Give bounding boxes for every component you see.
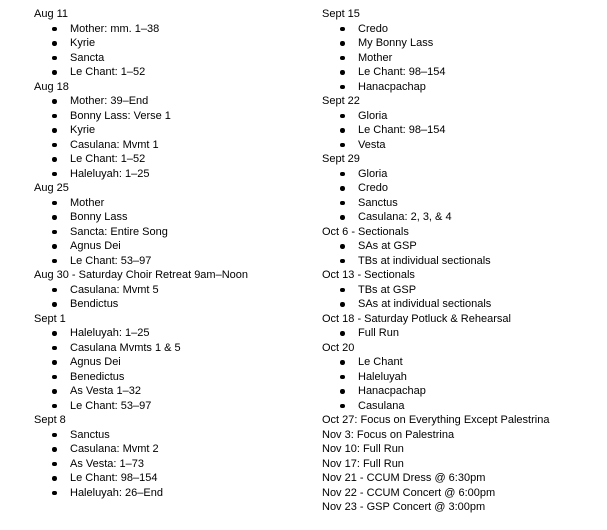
rehearsal-item: Casulana: Mvmt 1 (34, 138, 304, 153)
schedule-entry (322, 94, 602, 152)
rehearsal-item: Kyrie (34, 36, 304, 51)
schedule-entry (322, 152, 602, 225)
rehearsal-item-list (322, 109, 602, 153)
date-heading: Aug 25 (34, 182, 69, 194)
date-heading: Nov 17: Full Run (322, 457, 404, 470)
schedule-entry (322, 500, 602, 515)
date-heading: Oct 6 - Sectionals (322, 225, 409, 238)
rehearsal-item: Kyrie (34, 123, 304, 138)
rehearsal-item: Casulana Mvmts 1 & 5 (34, 341, 304, 356)
rehearsal-item: Le Chant: 1–52 (34, 152, 304, 167)
rehearsal-item: Sancta: Entire Song (34, 225, 304, 240)
rehearsal-item: Credo (322, 22, 602, 37)
schedule-entry (322, 413, 602, 428)
schedule-entry (322, 225, 602, 269)
rehearsal-item: Le Chant (322, 355, 602, 370)
rehearsal-item-list (34, 283, 304, 312)
schedule-left-column (34, 7, 304, 500)
rehearsal-item-list (34, 326, 304, 413)
rehearsal-item: Bendictus (34, 297, 304, 312)
rehearsal-item: Benedictus (34, 370, 304, 385)
rehearsal-item: SAs at GSP (322, 239, 602, 254)
date-heading: Oct 13 - Sectionals (322, 269, 415, 281)
schedule-entry (322, 457, 602, 472)
rehearsal-item: My Bonny Lass (322, 36, 602, 51)
rehearsal-item: Le Chant: 1–52 (34, 65, 304, 80)
rehearsal-item-list (34, 428, 304, 501)
date-heading: Sept 15 (322, 8, 360, 20)
date-heading: Aug 18 (34, 80, 69, 93)
rehearsal-item: Sanctus (322, 196, 602, 211)
rehearsal-item: Gloria (322, 109, 602, 124)
rehearsal-item-list (34, 22, 304, 80)
rehearsal-item: Vesta (322, 138, 602, 153)
rehearsal-item: Agnus Dei (34, 239, 304, 254)
date-heading: Aug 30 - Saturday Choir Retreat 9am–Noon (34, 269, 249, 281)
rehearsal-item: TBs at individual sectionals (322, 254, 602, 269)
rehearsal-item: Sancta (34, 51, 304, 66)
rehearsal-item: Le Chant: 53–97 (34, 254, 304, 269)
rehearsal-item: Le Chant: 98–154 (322, 65, 602, 80)
rehearsal-item: Casulana: Mvmt 5 (34, 283, 304, 298)
rehearsal-item-list (322, 167, 602, 225)
rehearsal-item: As Vesta: 1–73 (34, 457, 304, 472)
rehearsal-item: As Vesta 1–32 (34, 384, 304, 399)
date-heading: Oct 18 - Saturday Potluck & Rehearsal (322, 312, 511, 325)
schedule-entry (322, 312, 602, 341)
rehearsal-item: Casulana: 2, 3, & 4 (322, 210, 602, 225)
schedule-entry (322, 268, 602, 312)
schedule-entry (322, 471, 602, 486)
rehearsal-item: Agnus Dei (34, 355, 304, 370)
rehearsal-item: Bonny Lass (34, 210, 304, 225)
schedule-entry (322, 486, 602, 501)
date-heading: Aug 11 (34, 8, 69, 20)
rehearsal-item: Le Chant: 53–97 (34, 399, 304, 414)
date-heading: Sept 1 (34, 312, 66, 325)
rehearsal-item: Bonny Lass: Verse 1 (34, 109, 304, 124)
schedule-entry (34, 7, 304, 80)
rehearsal-item: Casulana (322, 399, 602, 414)
schedule-entry (322, 7, 602, 94)
rehearsal-item-list (322, 326, 602, 341)
schedule-entry (34, 312, 304, 414)
rehearsal-item-list (322, 239, 602, 268)
rehearsal-item-list (322, 355, 602, 413)
rehearsal-item: SAs at individual sectionals (322, 297, 602, 312)
schedule-right-column (322, 7, 602, 515)
rehearsal-item-list (322, 283, 602, 312)
date-heading: Nov 10: Full Run (322, 443, 404, 455)
date-heading: Oct 20 (322, 341, 355, 354)
rehearsal-item: Le Chant: 98–154 (34, 471, 304, 486)
date-heading: Nov 21 - CCUM Dress @ 6:30pm (322, 472, 486, 484)
rehearsal-item: Le Chant: 98–154 (322, 123, 602, 138)
rehearsal-item: Haleluyah: 1–25 (34, 167, 304, 182)
rehearsal-item: Casulana: Mvmt 2 (34, 442, 304, 457)
date-heading: Oct 27: Focus on Everything Except Palestrina (322, 414, 550, 426)
rehearsal-item-list (34, 196, 304, 269)
date-heading: Sept 29 (322, 153, 360, 165)
rehearsal-item-list (322, 22, 602, 95)
date-heading: Nov 22 - CCUM Concert @ 6:00pm (322, 486, 496, 499)
rehearsal-item: Haleluyah: 1–25 (34, 326, 304, 341)
schedule-entry (322, 442, 602, 457)
rehearsal-item: Haleluyah (322, 370, 602, 385)
rehearsal-item: Mother (34, 196, 304, 211)
schedule-entry (322, 341, 602, 414)
rehearsal-item: Mother: mm. 1–38 (34, 22, 304, 37)
rehearsal-item: TBs at GSP (322, 283, 602, 298)
date-heading: Nov 23 - GSP Concert @ 3:00pm (322, 501, 486, 513)
schedule-entry (34, 413, 304, 500)
rehearsal-item-list (34, 94, 304, 181)
rehearsal-item: Mother: 39–End (34, 94, 304, 109)
schedule-entry (34, 181, 304, 268)
date-heading: Sept 8 (34, 414, 66, 426)
rehearsal-item: Hanacpachap (322, 384, 602, 399)
rehearsal-item: Hanacpachap (322, 80, 602, 95)
rehearsal-item: Full Run (322, 326, 602, 341)
schedule-entry (34, 80, 304, 182)
rehearsal-item: Credo (322, 181, 602, 196)
rehearsal-item: Gloria (322, 167, 602, 182)
schedule-entry (322, 428, 602, 443)
schedule-entry (34, 268, 304, 312)
date-heading: Sept 22 (322, 95, 360, 107)
rehearsal-item: Mother (322, 51, 602, 66)
date-heading: Nov 3: Focus on Palestrina (322, 428, 455, 441)
rehearsal-item: Sanctus (34, 428, 304, 443)
rehearsal-item: Haleluyah: 26–End (34, 486, 304, 501)
